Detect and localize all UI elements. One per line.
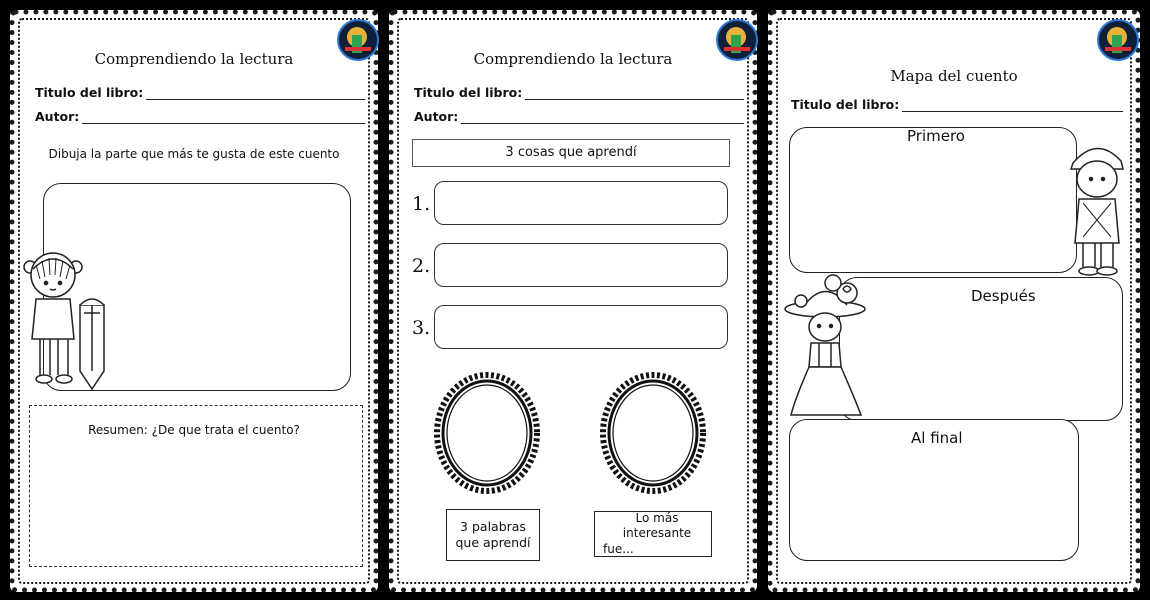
book-title-field	[791, 97, 1123, 112]
girl-with-pencil-illustration	[20, 243, 120, 393]
author-field	[35, 109, 365, 124]
page-title: Mapa del cuento	[890, 67, 1018, 85]
words-box-line-2: que aprendí	[455, 535, 531, 550]
page-border	[397, 18, 749, 584]
most-interesting-box	[594, 511, 712, 557]
author-line[interactable]	[461, 113, 744, 124]
girl-with-hat-illustration	[781, 271, 877, 421]
book-title-line[interactable]	[146, 89, 365, 100]
book-title-label: Titulo del libro:	[414, 85, 523, 100]
logo	[1097, 19, 1139, 61]
interesting-line-2: fue...	[603, 541, 634, 556]
book-title-field	[414, 85, 744, 100]
scalloped-frame-left[interactable]	[434, 371, 540, 495]
author-line[interactable]	[82, 113, 365, 124]
learned-item-3[interactable]	[434, 305, 728, 349]
words-box-line-1: 3 palabras	[460, 518, 526, 534]
page-title: Comprendiendo la lectura	[473, 50, 673, 68]
book-title-label: Titulo del libro:	[791, 97, 900, 112]
book-title-field	[35, 85, 365, 100]
book-title-line[interactable]	[902, 101, 1123, 112]
worksheet-page-2	[389, 10, 757, 592]
learned-item-2[interactable]	[434, 243, 728, 287]
draw-prompt: Dibuja la parte que más te gusta de este cuento	[48, 147, 340, 161]
scalloped-frame-right[interactable]	[600, 371, 706, 495]
first-box[interactable]	[789, 127, 1077, 273]
end-label: Al final	[911, 429, 963, 447]
first-label: Primero	[907, 127, 965, 145]
author-label: Autor:	[414, 109, 459, 124]
learned-item-1[interactable]	[434, 181, 728, 225]
item-number-2: 2.	[412, 255, 431, 277]
item-number-3: 3.	[412, 317, 431, 339]
worksheet-page-1	[10, 10, 378, 592]
book-title-label: Titulo del libro:	[35, 85, 144, 100]
interesting-line-1: Lo más interesante	[622, 510, 692, 541]
after-label: Después	[971, 287, 1036, 305]
words-learned-box	[446, 509, 540, 561]
author-field	[414, 109, 744, 124]
author-label: Autor:	[35, 109, 80, 124]
book-title-line[interactable]	[525, 89, 744, 100]
summary-prompt: Resumen: ¿De que trata el cuento?	[88, 423, 300, 437]
page-title: Comprendiendo la lectura	[94, 50, 294, 68]
item-number-1: 1.	[412, 193, 431, 215]
learned-header: 3 cosas que aprendí	[412, 139, 730, 167]
worksheet-page-3	[768, 10, 1140, 592]
boy-illustration	[1067, 139, 1131, 279]
